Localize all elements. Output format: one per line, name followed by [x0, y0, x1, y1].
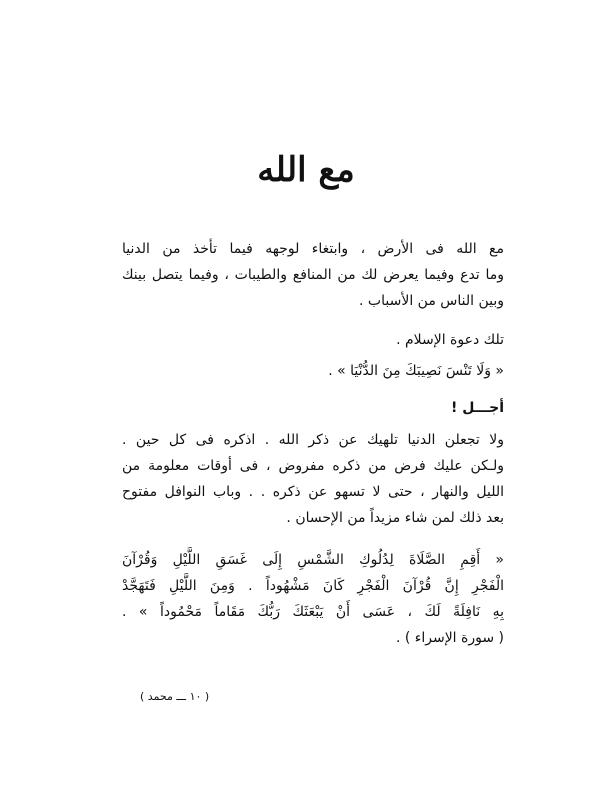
paragraph-line: بعد ذلك لمن شاء مزيداً من الإحسان . — [286, 510, 504, 526]
quote-line: « وَلَا تَنْسَ نَصِيبَكَ مِنَ الدُّنْيَا » . — [328, 363, 504, 379]
paragraph-line: ولا تجعلن الدنيا تلهيك عن ذكر الله . اذكره فى كل حين . — [122, 432, 504, 448]
exclamation — [122, 395, 504, 421]
paragraph-line: وما تدع وفيما يعرض لك من المنافع والطيبات ، وفيما يتصل بينك — [122, 267, 504, 283]
paragraph-line: وبين الناس من الأسباب . — [359, 293, 504, 309]
paragraph-line: الليل والنهار ، حتى لا تسهو عن ذكره . . وباب النوافل مفتوح — [122, 484, 504, 500]
quran-quote-long — [122, 547, 504, 651]
paragraph-remembrance — [122, 427, 504, 531]
paragraph-line: مع الله فى الأرض ، وابتغاء لوجهه فيما تأخذ من الدنيا — [122, 241, 504, 257]
paragraph-call — [122, 327, 504, 353]
paragraph-line: ولـكن عليك فرض من ذكره مفروض ، فى أوقات معلومة من — [122, 458, 504, 474]
quote-line: الْفَجْرِ إِنَّ قُرْآنَ الْفَجْرِ كَانَ مَشْهُوداً . وَمِنَ اللَّيْلِ فَتَهَجَّدْ — [122, 578, 504, 594]
exclamation-line: أجـــل ! — [451, 400, 504, 416]
paragraph-intro — [122, 236, 504, 314]
quote-line: « أَقِمِ الصَّلَاةَ لِدُلُوكِ الشَّمْسِ إِلَى غَسَقِ اللَّيْلِ وَقُرْآنَ — [122, 552, 504, 568]
surah-reference: ( سورة الإسراء ) . — [395, 630, 504, 646]
paragraph-line: تلك دعوة الإسلام . — [396, 332, 504, 348]
quran-quote-short — [122, 358, 504, 384]
page-footer: ( ١٠ ـــ محمد ) — [140, 690, 210, 703]
quote-line: بِهِ نَافِلَةً لَكَ ، عَسَى أَنْ يَبْعَثَكَ رَبُّكَ مَقَاماً مَحْمُوداً » . — [122, 604, 504, 620]
chapter-title: مع الله — [257, 150, 355, 190]
